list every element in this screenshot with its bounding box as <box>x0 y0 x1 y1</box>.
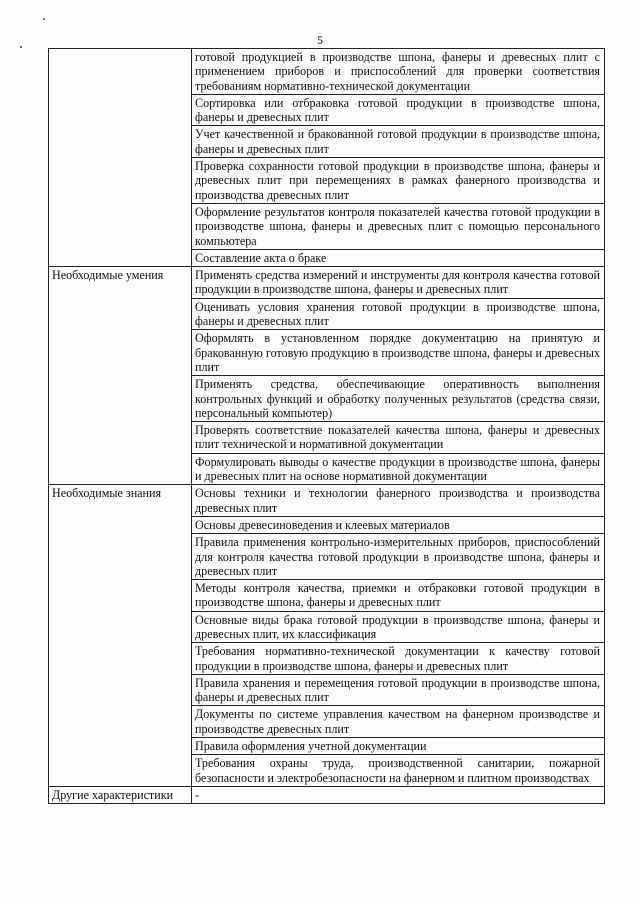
section-item <box>192 674 605 706</box>
section-item <box>192 453 605 485</box>
section-item <box>192 249 605 266</box>
item-text: Правила оформления учетной документации <box>195 739 427 754</box>
item-text: Оценивать условия хранения готовой продукции в производстве шпона, фанеры и древесных плит <box>195 299 600 329</box>
item-text: Учет качественной и бракованной готовой продукции в производстве шпона, фанеры и древесных плит <box>195 127 600 156</box>
item-text: Основы техники и технологии фанерного производства и производства древесных плит <box>195 486 600 515</box>
section-item <box>192 94 605 126</box>
item-text: Правила применения контрольно-измерительных приборов, приспособлений для контроля качества готовой продукции в производстве шпона, фанеры и древесных плит <box>195 535 600 578</box>
item-text: Сортировка или отбраковка готовой продукции в производстве шпона, фанеры и древесных плит <box>195 95 600 125</box>
section-item <box>192 376 605 422</box>
item-text: Применять средства, обеспечивающие оперативность выполнения контрольных функций и обработку полученных результатов (средства связи, персональный компьютер) <box>195 377 600 420</box>
item-text: - <box>195 787 200 802</box>
section-item <box>192 422 605 454</box>
item-text: Основные виды брака готовой продукции в производстве шпона, фанеры и древесных плит, их классификация <box>195 612 600 641</box>
section-item <box>192 786 605 803</box>
item-text: Оформление результатов контроля показателей качества готовой продукции в производстве шпона, фанеры и древесных плит с помощью персонального компьютера <box>195 204 600 248</box>
section-item <box>192 580 605 612</box>
item-text: Проверять соответствие показателей качества шпона, фанеры и древесных плит технической и нормативной документации <box>195 423 600 452</box>
section-item <box>192 330 605 376</box>
item-text: готовой продукцией в производстве шпона, фанеры и древесных плит с применением приборов и приспособлений для проверки соответствия требованиям нормативно-технической документации <box>195 50 600 93</box>
item-text: Методы контроля качества, приемки и отбраковки готовой продукции в производстве шпона, фанеры и древесных плит <box>195 581 600 610</box>
section-item <box>192 267 605 299</box>
section-item <box>192 203 605 249</box>
table-row <box>49 786 605 803</box>
item-text: Правила хранения и перемещения готовой продукции в производстве шпона, фанеры и древесных плит <box>195 675 600 705</box>
section-label <box>49 49 192 267</box>
item-text: Формулировать выводы о качестве продукции в производстве шпона, фанеры и древесных плит на основе нормативной документации <box>195 454 600 484</box>
item-text: Применять средства измерений и инструменты для контроля качества готовой продукции в производстве шпона, фанеры и древесных плит <box>195 268 600 297</box>
table-row <box>49 485 605 517</box>
section-item <box>192 611 605 643</box>
section-item <box>192 738 605 755</box>
section-item <box>192 755 605 787</box>
section-item <box>192 706 605 738</box>
item-text: Требования охраны труда, производственной санитарии, пожарной безопасности и электробезопасности на фанерном и плитном производствах <box>195 756 600 785</box>
item-text: Проверка сохранности готовой продукции в производстве шпона, фанеры и древесных плит при перемещениях в рамках фанерного производства и производства древесных плит <box>195 159 600 202</box>
section-item <box>192 534 605 580</box>
section-item <box>192 516 605 533</box>
section-item <box>192 126 605 158</box>
item-text: Оформлять в установленном порядке документацию на принятую и бракованную готовую продукцию в производстве шпона, фанеры и древесных плит <box>195 331 600 374</box>
competency-table <box>48 48 605 804</box>
scan-speck <box>43 18 45 20</box>
section-item <box>192 643 605 675</box>
section-item <box>192 49 605 95</box>
item-text: Составление акта о браке <box>195 250 327 265</box>
item-text: Документы по системе управления качеством на фанерном производстве и производстве древесных плит <box>195 707 600 736</box>
item-text: Основы древесиноведения и клеевых материалов <box>195 517 450 532</box>
table-row <box>49 267 605 299</box>
item-text: Требования нормативно-технической документации к качеству готовой продукции в производстве шпона, фанеры и древесных плит <box>195 644 600 673</box>
section-item <box>192 485 605 517</box>
section-item <box>192 298 605 330</box>
section-label: Необходимые знания <box>49 485 192 787</box>
page-number: 5 <box>317 33 323 47</box>
section-label: Другие характеристики <box>49 786 192 803</box>
section-item <box>192 158 605 204</box>
table-row <box>49 49 605 95</box>
section-label: Необходимые умения <box>49 267 192 485</box>
